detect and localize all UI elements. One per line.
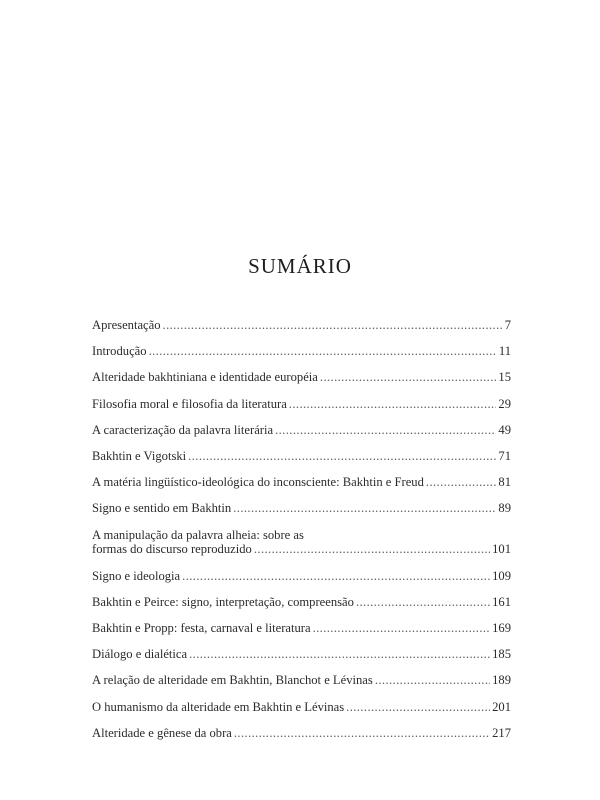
toc-entry-title: Signo e ideologia	[92, 568, 181, 583]
toc-entry-title: Bakhtin e Vigotski	[92, 448, 187, 463]
toc-entry-title: Alteridade e gênese da obra	[92, 725, 232, 740]
dot-leader	[149, 344, 497, 358]
toc-entry-title-line1: A manipulação da palavra alheia: sobre as	[92, 527, 304, 542]
dot-leader	[188, 449, 496, 463]
dot-leader	[289, 397, 497, 411]
toc-entry-page: 185	[492, 647, 511, 662]
toc-entry-page: 11	[498, 344, 511, 359]
toc-entry	[92, 647, 511, 661]
dot-leader	[234, 726, 490, 740]
dot-leader	[163, 318, 503, 332]
toc-entry-title: Bakhtin e Peirce: signo, interpretação, compreensão	[92, 594, 354, 609]
toc-entry-page: 49	[498, 422, 511, 437]
toc-entry-title: O humanismo da alteridade em Bakhtin e Lévinas	[92, 699, 345, 714]
toc-entry-title: A relação de alteridade em Bakhtin, Blanchot e Lévinas	[92, 673, 373, 688]
dot-leader	[375, 673, 490, 687]
toc-entry-title: Diálogo e dialética	[92, 647, 188, 662]
toc-entry	[92, 318, 511, 332]
toc-entry-page: 101	[492, 542, 511, 556]
toc-entry	[92, 475, 511, 489]
toc-entry-page: 89	[498, 501, 511, 516]
dot-leader	[320, 370, 497, 384]
toc-entry-page: 189	[492, 673, 511, 688]
table-of-contents	[92, 318, 511, 752]
toc-entry-page: 29	[498, 396, 511, 411]
toc-entry-title: Apresentação	[92, 318, 161, 332]
toc-entry-page: 71	[498, 448, 511, 463]
toc-entry	[92, 449, 511, 463]
toc-entry-title: Filosofia moral e filosofia da literatura	[92, 396, 287, 411]
toc-entry-page: 217	[492, 725, 511, 740]
toc-entry-page: 201	[492, 699, 511, 714]
dot-leader	[313, 621, 491, 635]
toc-entry-page: 161	[492, 594, 511, 609]
page-title: SUMÁRIO	[248, 254, 352, 278]
dot-leader	[275, 423, 496, 437]
toc-entry-page: 15	[498, 370, 511, 385]
toc-entry	[92, 700, 511, 714]
toc-entry	[92, 344, 511, 358]
toc-entry-page: 169	[492, 621, 511, 636]
dot-leader	[189, 647, 490, 661]
toc-entry-title-line2: formas do discurso reproduzido	[92, 542, 252, 556]
toc-entry-page: 109	[492, 568, 511, 583]
toc-entry	[92, 621, 511, 635]
toc-entry-title: Alteridade bakhtiniana e identidade européia	[92, 370, 318, 385]
dot-leader	[356, 595, 490, 609]
toc-entry-title: Signo e sentido em Bakhtin	[92, 501, 232, 516]
toc-entry	[92, 673, 511, 687]
toc-entry-title: A caracterização da palavra literária	[92, 422, 274, 437]
toc-entry	[92, 569, 511, 583]
toc-entry-title: Bakhtin e Propp: festa, carnaval e literatura	[92, 621, 311, 636]
dot-leader	[254, 542, 490, 557]
toc-entry	[92, 595, 511, 609]
toc-entry	[92, 726, 511, 740]
toc-entry	[92, 370, 511, 384]
dot-leader	[182, 569, 490, 583]
dot-leader	[233, 501, 496, 515]
toc-entry	[92, 397, 511, 411]
toc-entry	[92, 528, 511, 557]
toc-entry-page: 7	[504, 318, 511, 332]
toc-entry	[92, 501, 511, 515]
toc-entry	[92, 423, 511, 437]
dot-leader	[346, 700, 490, 714]
toc-entry-title: A matéria lingüístico-ideológica do inconsciente: Bakhtin e Freud	[92, 475, 424, 490]
dot-leader	[426, 475, 497, 489]
toc-entry-page: 81	[498, 475, 511, 490]
toc-entry-title: Introdução	[92, 344, 147, 359]
